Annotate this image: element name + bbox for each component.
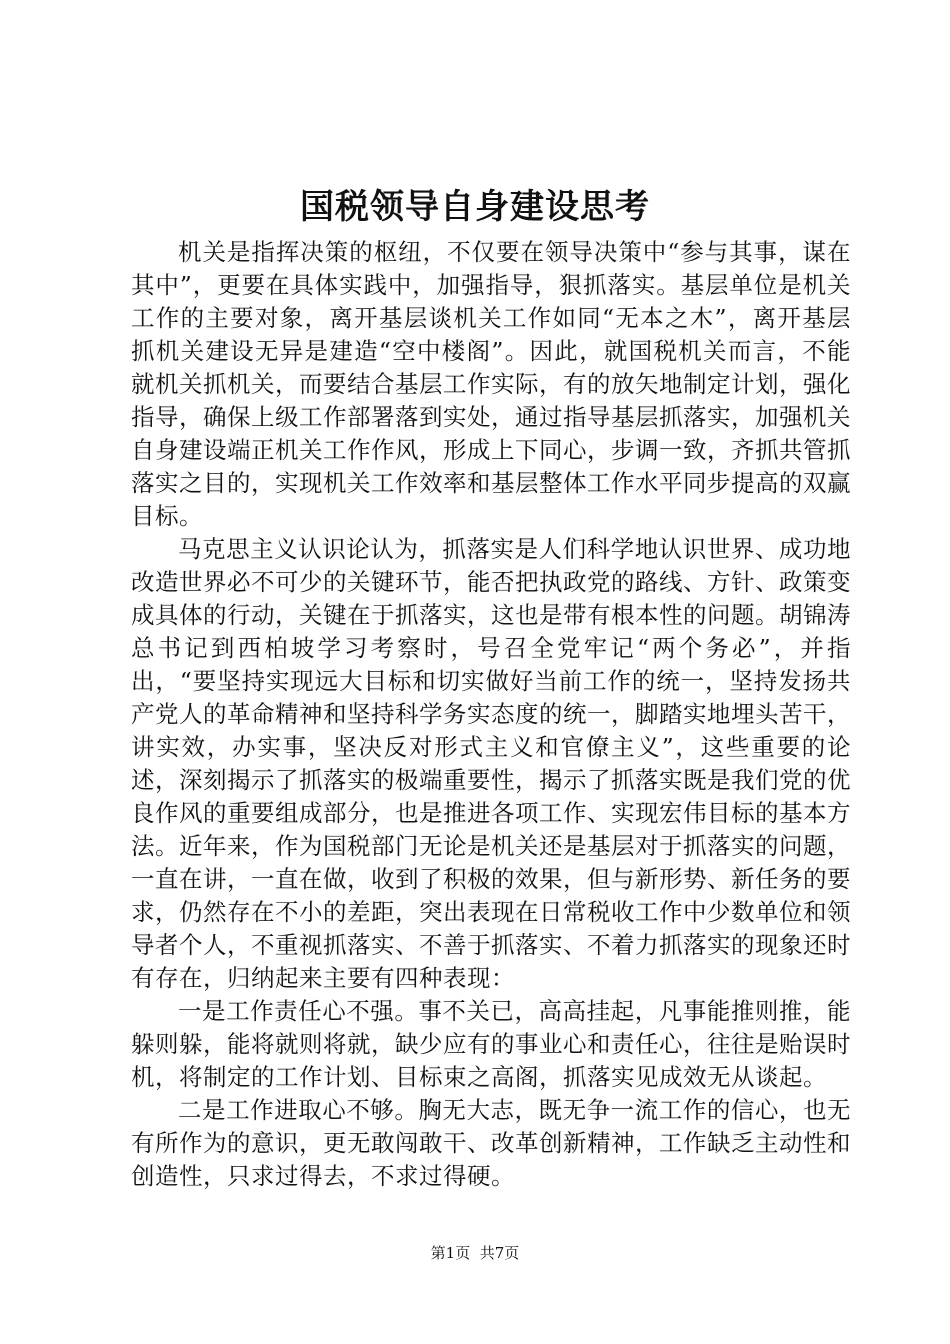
page-number: 第1页 <box>430 1244 471 1262</box>
page-total: 共7页 <box>479 1244 520 1262</box>
paragraph-3: 一是工作责任心不强。事不关已，高高挂起，凡事能推则推，能躲则躲，能将就则将就，缺少应有的事业心和责任心，往往是贻误时机，将制定的工作计划、目标束之高阁，抓落实见成效无从谈起。 <box>131 997 851 1091</box>
document-body <box>131 236 851 1193</box>
paragraph-2: 马克思主义认识论认为，抓落实是人们科学地认识世界、成功地改造世界必不可少的关键环节，能否把执政党的路线、方针、政策变成具体的行动，关键在于抓落实，这也是带有根本性的问题。胡锦涛总书记到西柏坡学习考察时，号召全党牢记“两个务必”，并指出，“要坚持实现远大目标和切实做好当前工作的统一，坚持发扬共产党人的革命精神和坚持科学务实态度的统一，脚踏实地埋头苦干，讲实效，办实事，坚决反对形式主义和官僚主义”，这些重要的论述，深刻揭示了抓落实的极端重要性，揭示了抓落实既是我们党的优良作风的重要组成部分，也是推进各项工作、实现宏伟目标的基本方法。近年来，作为国税部门无论是机关还是基层对于抓落实的问题，一直在讲，一直在做，收到了积极的效果，但与新形势、新任务的要求，仍然存在不小的差距，突出表现在日常税收工作中少数单位和领导者个人，不重视抓落实、不善于抓落实、不着力抓落实的现象还时有存在，归纳起来主要有四种表现： <box>131 535 851 992</box>
document-title: 国税领导自身建设思考 <box>300 187 650 227</box>
paragraph-4: 二是工作进取心不够。胸无大志，既无争一流工作的信心，也无有所作为的意识，更无敢闯敢干、改革创新精神，工作缺乏主动性和创造性，只求过得去，不求过得硬。 <box>131 1096 851 1190</box>
paragraph-1: 机关是指挥决策的枢纽，不仅要在领导决策中“参与其事，谋在其中”，更要在具体实践中，加强指导，狠抓落实。基层单位是机关工作的主要对象，离开基层谈机关工作如同“无本之木”，离开基层抓机关建设无异是建造“空中楼阁”。因此，就国税机关而言，不能就机关抓机关，而要结合基层工作实际，有的放矢地制定计划，强化指导，确保上级工作部署落到实处，通过指导基层抓落实，加强机关自身建设端正机关工作作风，形成上下同心，步调一致，齐抓共管抓落实之目的，实现机关工作效率和基层整体工作水平同步提高的双赢目标。 <box>131 238 851 530</box>
page-footer <box>0 1242 950 1264</box>
